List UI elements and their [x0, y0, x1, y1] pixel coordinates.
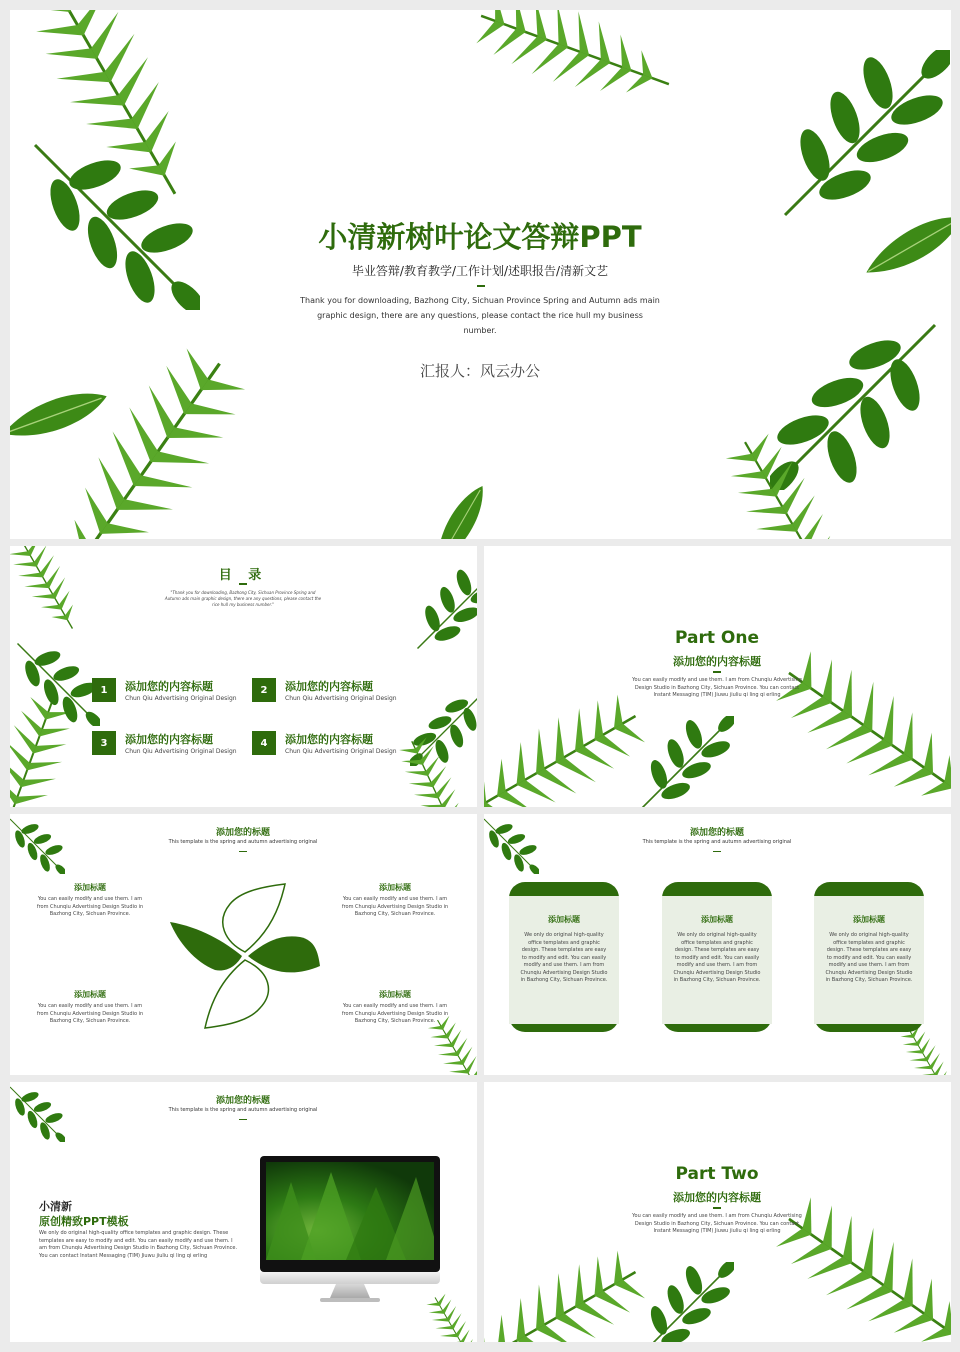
- monitor-heading-2: 原创精致PPT模板: [39, 1215, 129, 1228]
- toc-item-3-sub: Chun Qiu Advertising Original Design: [125, 748, 237, 755]
- block-1-description: You can easily modify and use them. I am from Chunqiu Advertising Design Studio in Bazhong City, Sichuan Province.: [36, 896, 144, 917]
- monitor-heading-1: 小清新: [39, 1200, 72, 1213]
- part-one-label: Part One: [675, 628, 759, 648]
- toc-item-2-number: 2: [252, 678, 276, 702]
- part-two-title: 添加您的内容标题: [673, 1191, 761, 1204]
- cover-description: Thank you for downloading, Bazhong City, Sichuan Province Spring and Autumn ads main graphic design, there are any questions, please contact the rice hull my business number.: [300, 296, 660, 336]
- toc-item-2-title[interactable]: 添加您的内容标题: [285, 680, 373, 693]
- monitor-screen-leaves-image: [266, 1162, 434, 1260]
- branch-bottom-center-decoration: [634, 1262, 734, 1342]
- presenter: 汇报人：风云办公: [419, 362, 540, 380]
- card-3-title: 添加标题: [853, 915, 885, 924]
- cover-subtitle: 毕业答辩/教育教学/工作计划/述职报告/清新文艺: [351, 264, 609, 278]
- title-divider: [477, 285, 485, 287]
- cover-slide[interactable]: [10, 10, 951, 539]
- cover-title: 小清新树叶论文答辩PPT: [318, 220, 642, 254]
- branch-top-left-decoration: [484, 814, 539, 874]
- toc-title: 目 录: [218, 568, 268, 583]
- toc-slide[interactable]: [10, 546, 477, 807]
- toc-divider: [239, 583, 247, 585]
- card-1-title: 添加标题: [548, 915, 580, 924]
- four-leaf-diagram: [170, 882, 320, 1030]
- block-4-description: You can easily modify and use them. I am from Chunqiu Advertising Design Studio in Bazhong City, Sichuan Province.: [341, 1003, 449, 1024]
- card-2[interactable]: [662, 882, 772, 1032]
- part-two-divider: [713, 1207, 721, 1209]
- cards-slide[interactable]: [484, 814, 951, 1075]
- card-3[interactable]: [814, 882, 924, 1032]
- part-one-slide[interactable]: [484, 546, 951, 807]
- card-1-description: We only do original high-quality office templates and graphic design. These templates are easy to modify and edit. You can easily modify and use them. I am from Chunqiu Advertising Design Studio in Bazhong City, Sichuan Province.: [520, 932, 608, 983]
- leaf-diagram-slide[interactable]: [10, 814, 477, 1075]
- branch-top-left-decoration: [10, 1082, 65, 1142]
- part-two-slide[interactable]: [484, 1082, 951, 1342]
- monitor-icon: [260, 1156, 440, 1306]
- branch-left-decoration: [20, 130, 200, 310]
- fern-top-center-decoration: [466, 10, 685, 126]
- card-3-description: We only do original high-quality office templates and graphic design. These templates are easy to modify and edit. You can easily modify and use them. I am from Chunqiu Advertising Design Studio in Bazhong City, Sichuan Province.: [825, 932, 913, 983]
- monitor-slide-divider: [239, 1119, 247, 1120]
- toc-item-1-title[interactable]: 添加您的内容标题: [125, 680, 213, 693]
- monitor-slide-subtitle: This template is the spring and autumn advertising original: [168, 1107, 318, 1113]
- toc-item-1-sub: Chun Qiu Advertising Original Design: [125, 695, 237, 702]
- branch-bottom-center-decoration: [634, 716, 734, 807]
- screen-leaf-pattern: [266, 1162, 434, 1260]
- monitor-stand: [330, 1284, 370, 1298]
- part-two-description: You can easily modify and use them. I am from Chunqiu Advertising Design Studio in Bazhong City, Sichuan Province. You can contact Instant Messaging (TIM) Jiuwu jiuliu qi ling qi erling: [632, 1213, 802, 1234]
- toc-item-3-number: 3: [92, 731, 116, 755]
- part-one-description: You can easily modify and use them. I am from Chunqiu Advertising Design Studio in Bazhong City, Sichuan Province. You can contact Instant Messaging (TIM) Jiuwu jiuliu qi ling qi erling: [632, 677, 802, 698]
- leaf-slide-title: 添加您的标题: [215, 828, 270, 838]
- part-one-title: 添加您的内容标题: [673, 655, 761, 668]
- leaf-shape-left: [170, 922, 242, 970]
- card-2-title: 添加标题: [701, 915, 733, 924]
- leaf-shape-bottom: [205, 960, 268, 1028]
- toc-item-3-title[interactable]: 添加您的内容标题: [125, 733, 213, 746]
- toc-item-4-number: 4: [252, 731, 276, 755]
- block-1-title: 添加标题: [74, 883, 106, 892]
- leaf-bottom-center-decoration: [420, 476, 500, 539]
- toc-description: "Thank you for downloading, Bazhong City, Sichuan Province Spring and Autumn ads main graphic design, there are any questions, please contact the rice hull my business number.": [164, 590, 322, 607]
- monitor-slide-title: 添加您的标题: [215, 1096, 270, 1106]
- block-3-description: You can easily modify and use them. I am from Chunqiu Advertising Design Studio in Bazhong City, Sichuan Province.: [36, 1003, 144, 1024]
- monitor-slide[interactable]: [10, 1082, 477, 1342]
- toc-item-4-sub: Chun Qiu Advertising Original Design: [285, 748, 397, 755]
- card-2-description: We only do original high-quality office templates and graphic design. These templates are easy to modify and edit. You can easily modify and use them. I am from Chunqiu Advertising Design Studio in Bazhong City, Sichuan Province.: [673, 932, 761, 983]
- fern-top-left-decoration: [10, 546, 94, 641]
- toc-item-2-sub: Chun Qiu Advertising Original Design: [285, 695, 397, 702]
- monitor-description: We only do original high-quality office templates and graphic design. These templates are easy to modify and edit. You can easily modify and use them. I am from Chunqiu Advertising Design Studio in Bazhong City, Sichuan Province. You can contact Instant Messaging (TIM) Jiuwu jiuliu qi ling qi erling: [39, 1230, 238, 1259]
- cards-slide-subtitle: This template is the spring and autumn advertising original: [642, 839, 792, 845]
- branch-top-left-decoration: [10, 814, 65, 874]
- branch-right-decoration: [410, 566, 477, 656]
- block-3-title: 添加标题: [74, 990, 106, 999]
- block-2-description: You can easily modify and use them. I am from Chunqiu Advertising Design Studio in Bazhong City, Sichuan Province.: [341, 896, 449, 917]
- monitor-chin: [260, 1272, 440, 1284]
- branch-left-decoration: [10, 636, 100, 726]
- leaf-shape-right: [248, 936, 320, 972]
- monitor-base: [320, 1298, 380, 1302]
- leaf-slide-divider: [239, 851, 247, 852]
- fern-right-decoration: [763, 1182, 951, 1342]
- card-1[interactable]: [509, 882, 619, 1032]
- branch-right-decoration: [770, 50, 950, 230]
- part-one-divider: [713, 671, 721, 673]
- toc-item-4-title[interactable]: 添加您的内容标题: [285, 733, 373, 746]
- toc-item-1-number: 1: [92, 678, 116, 702]
- cards-slide-title: 添加您的标题: [689, 828, 744, 838]
- block-4-title: 添加标题: [379, 990, 411, 999]
- cards-slide-divider: [713, 851, 721, 852]
- fern-bottom-left-decoration: [484, 1233, 658, 1342]
- part-two-label: Part Two: [675, 1164, 759, 1184]
- block-2-title: 添加标题: [379, 883, 411, 892]
- leaf-slide-subtitle: This template is the spring and autumn advertising original: [168, 839, 318, 845]
